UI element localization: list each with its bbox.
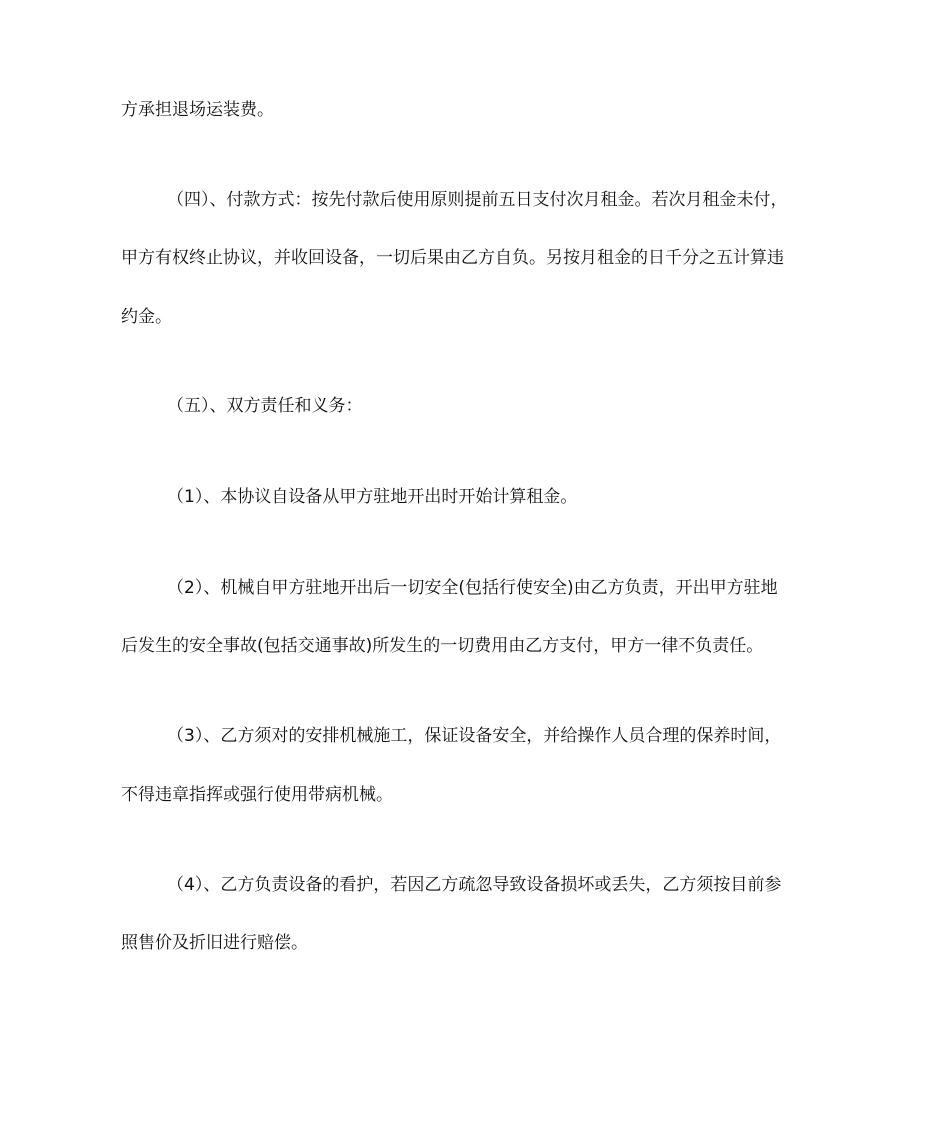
section-four-heading-line: （四）、付款方式：按先付款后使用原则提前五日支付次月租金。若次月租金未付， (167, 190, 788, 210)
paragraph-line: 甲方有权终止协议，并收回设备，一切后果由乙方自负。另按月租金的日千分之五计算违 (121, 248, 784, 268)
paragraph-line: 约金。 (121, 307, 172, 327)
paragraph-line: 不得违章指挥或强行使用带病机械。 (121, 785, 393, 805)
clause-4-line: （4）、乙方负责设备的看护，若因乙方疏忽导致设备损坏或丢失，乙方须按目前参 (167, 875, 782, 895)
paragraph-line: 照售价及折旧进行赔偿。 (121, 933, 308, 953)
section-five-heading: （五）、双方责任和义务： (167, 396, 363, 416)
paragraph-line: 后发生的安全事故(包括交通事故)所发生的一切费用由乙方支付，甲方一律不负责任。 (121, 636, 764, 656)
clause-2-line: （2）、机械自甲方驻地开出后一切安全(包括行使安全)由乙方负责，开出甲方驻地 (167, 578, 778, 598)
clause-1-line: （1）、本协议自设备从甲方驻地开出时开始计算租金。 (167, 487, 578, 507)
paragraph-line: 方承担退场运装费。 (121, 100, 274, 120)
clause-3-line: （3）、乙方须对的安排机械施工，保证设备安全，并给操作人员合理的保养时间， (167, 726, 782, 746)
